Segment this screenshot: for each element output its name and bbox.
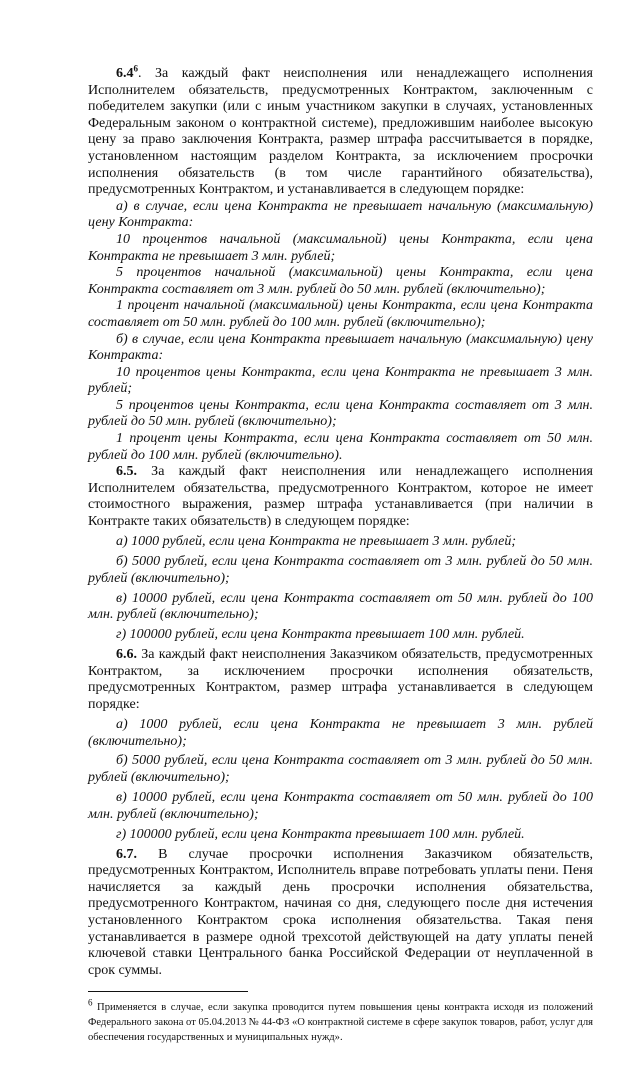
clause-6-6-item: а) 1000 рублей, если цена Контракта не превышает 3 млн. рублей (включительно);: [88, 716, 593, 749]
clause-6-5-item: а) 1000 рублей, если цена Контракта не превышает 3 млн. рублей;: [116, 534, 517, 550]
clause-number: 6.6.: [116, 647, 137, 663]
clause-6-4-item: 5 процентов цены Контракта, если цена Контракта составляет от 3 млн. рублей до 50 млн. рублей (включительно);: [88, 397, 593, 430]
clause-6-7: 6.7. В случае просрочки исполнения Заказчиком обязательств, предусмотренных Контрактом, Исполнитель вправе потребовать уплаты пени. Пеня начисляется за каждый день просрочки исполнения обязательства, предусмотренного Контрактом, начиная со дня, следующего после дня истечения установленного Контрактом срока исполнения обязательства. Такая пеня устанавливается в размере одной трехсотой действующей на дату уплаты пеней ключевой ставки Центрального банка Российской Федерации от неуплаченной в срок суммы.: [88, 846, 593, 978]
clause-number: 6.7.: [116, 846, 137, 862]
clause-6-5: 6.5. За каждый факт неисполнения или ненадлежащего исполнения Исполнителем обязательства, предусмотренного Контрактом, которое не имеет стоимостного выражения, размер штрафа устанавливается (при наличии в Контракте таких обязательств) в следующем порядке:: [88, 464, 593, 530]
footnote: $^6$ Применяется в случае, если закупка проводится путем повышения цены контракта исходя из положений Федерального закона от 05.04.2013 № 44-ФЗ «О контрактной системе в сфере закупок товаров, работ, услуг для обеспечения государственных и муниципальных нужд».: [88, 997, 593, 1044]
clause-6-4-item: б) в случае, если цена Контракта превышает начальную (максимальную) цену Контракта:: [88, 331, 593, 364]
clause-6-4: $6.4^6$. За каждый факт неисполнения или ненадлежащего исполнения Исполнителем обязательств, предусмотренных Контрактом, заключенным с победителем закупки (или с иным участником закупки в случаях, установленных Федеральным законом о контрактной системе), предложившим наиболее высокую цену за право заключения Контракта, размер штрафа рассчитывается в порядке, установленном настоящим разделом Контракта, за исключением просрочки исполнения обязательств (в том числе гарантийного обязательства), предусмотренных Контрактом, и устанавливается в следующем порядке:: [88, 63, 593, 198]
clause-6-4-item: 5 процентов начальной (максимальной) цены Контракта, если цена Контракта составляет от 3 млн. рублей до 50 млн. рублей (включительно);: [88, 265, 593, 297]
clause-6-4-item: 1 процент цены Контракта, если цена Контракта составляет от 50 млн. рублей до 100 млн. рублей (включительно).: [88, 431, 593, 463]
clause-6-4-item: а) в случае, если цена Контракта не превышает начальную (максимальную) цену Контракта:: [88, 198, 593, 231]
clause-6-4-item: 1 процент начальной (максимальной) цены Контракта, если цена Контракта составляет от 50 млн. рублей до 100 млн. рублей (включительно);: [88, 298, 593, 330]
clause-6-5-item: г) 100000 рублей, если цена Контракта превышает 100 млн. рублей.: [116, 627, 525, 643]
clause-6-6: 6.6. За каждый факт неисполнения Заказчиком обязательств, предусмотренных Контрактом, за исключением просрочки исполнения обязательств, предусмотренных Контрактом, размер штрафа устанавливается в следующем порядке:: [88, 647, 593, 712]
clause-number: 6.5.: [116, 464, 137, 480]
clause-number: $6.4^6$: [116, 63, 138, 81]
document-page: [88, 63, 593, 979]
footnote-mark: 6: [88, 997, 93, 1008]
clause-6-5-item: в) 10000 рублей, если цена Контракта составляет от 50 млн. рублей до 100 млн. рублей (включительно);: [88, 590, 593, 623]
footnote-mark: 6: [133, 63, 138, 74]
clause-6-4-item: 10 процентов цены Контракта, если цена Контракта не превышает 3 млн. рублей;: [88, 364, 593, 397]
clause-6-6-item: г) 100000 рублей, если цена Контракта превышает 100 млн. рублей.: [116, 826, 525, 842]
clause-6-6-item: в) 10000 рублей, если цена Контракта составляет от 50 млн. рублей до 100 млн. рублей (включительно);: [88, 790, 593, 822]
footnote-divider: [88, 991, 248, 992]
clause-6-4-item: 10 процентов начальной (максимальной) цены Контракта, если цена Контракта не превышает 3 млн. рублей;: [88, 231, 593, 264]
clause-6-6-item: б) 5000 рублей, если цена Контракта составляет от 3 млн. рублей до 50 млн. рублей (включительно);: [88, 753, 593, 786]
clause-6-5-item: б) 5000 рублей, если цена Контракта составляет от 3 млн. рублей до 50 млн. рублей (включительно);: [88, 554, 593, 586]
